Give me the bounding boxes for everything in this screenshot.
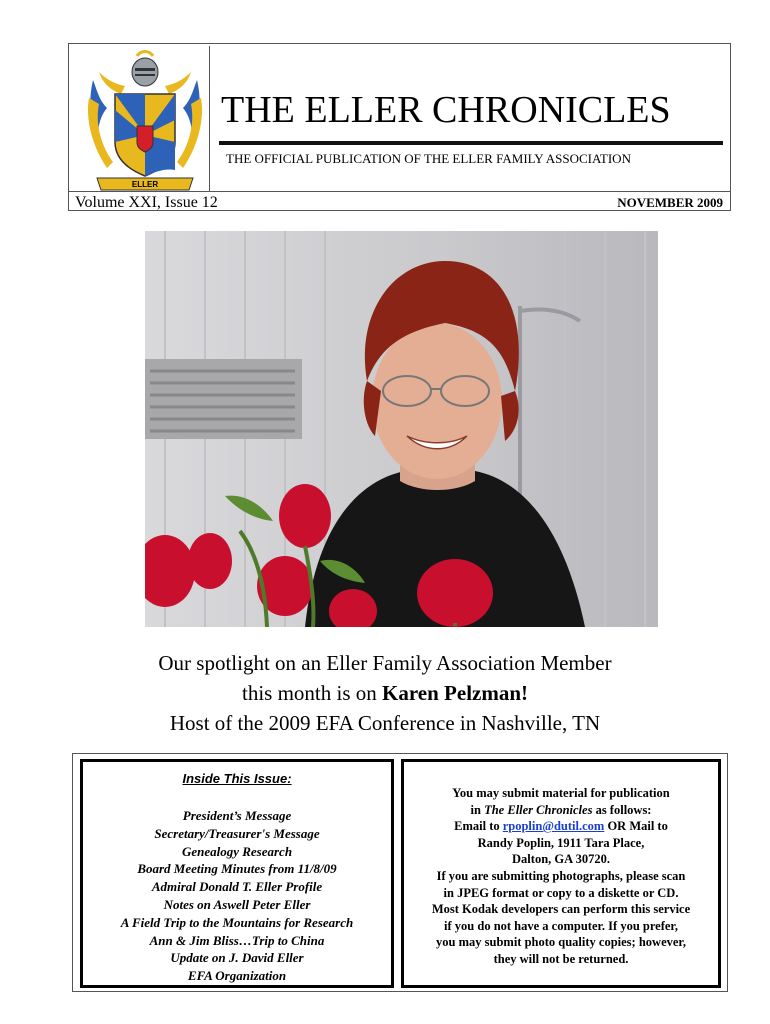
submit-line: If you are submitting photographs, please scan bbox=[436, 868, 686, 883]
toc-item: President’s Message bbox=[182, 808, 292, 823]
toc-item: Update on J. David Eller bbox=[170, 950, 304, 966]
submit-line: they will not be returned. bbox=[493, 951, 629, 966]
masthead bbox=[68, 43, 731, 211]
spotlight-member-photo bbox=[145, 231, 658, 627]
submit-line: in JPEG format or copy to a diskette or CD. bbox=[443, 885, 679, 900]
issue-date: NOVEMBER 2009 bbox=[617, 195, 723, 210]
submission-instructions bbox=[404, 785, 718, 968]
spotlight-line-3: Host of the 2009 EFA Conference in Nashville, TN bbox=[169, 711, 601, 735]
toc-item: Secretary/Treasurer's Message bbox=[154, 825, 320, 841]
toc-item: Notes on Aswell Peter Eller bbox=[163, 896, 311, 912]
submission-info-box bbox=[401, 759, 721, 988]
inside-this-issue-heading: Inside This Issue: bbox=[182, 771, 292, 786]
submit-line: if you do not have a computer. If you prefer, bbox=[444, 918, 678, 933]
submit-line: you may submit photo quality copies; however, bbox=[436, 935, 686, 950]
crest-banner-label: ELLER bbox=[131, 180, 159, 189]
newsletter-title: THE ELLER CHRONICLES bbox=[221, 89, 671, 131]
table-of-contents bbox=[83, 807, 391, 985]
submit-text: Email to bbox=[454, 819, 503, 834]
spotlight-member-name: Karen Pelzman! bbox=[382, 681, 529, 705]
submit-text: as follows: bbox=[592, 802, 652, 817]
toc-item: A Field Trip to the Mountains for Research bbox=[120, 914, 354, 930]
submit-line: You may submit material for publication bbox=[452, 786, 670, 800]
spotlight-line-1: Our spotlight on an Eller Family Association Member bbox=[158, 651, 612, 675]
submit-line: Dalton, GA 30720. bbox=[512, 852, 610, 867]
masthead-divider bbox=[69, 191, 730, 192]
title-divider bbox=[219, 141, 723, 145]
submit-text: OR Mail to bbox=[604, 819, 668, 834]
email-link[interactable]: rpoplin@dutil.com bbox=[502, 819, 605, 834]
family-crest-logo bbox=[85, 50, 205, 192]
inside-this-issue-box bbox=[80, 759, 394, 988]
publication-name: The Eller Chronicles bbox=[484, 802, 593, 817]
spotlight-line-2 bbox=[0, 678, 770, 708]
submit-line bbox=[404, 818, 718, 835]
volume-issue: Volume XXI, Issue 12 bbox=[75, 194, 218, 211]
toc-item: EFA Organization bbox=[187, 968, 287, 984]
newsletter-subtitle: THE OFFICIAL PUBLICATION OF THE ELLER FAMILY ASSOCIATION bbox=[226, 151, 631, 166]
crest-frame bbox=[77, 46, 210, 192]
submit-line: Most Kodak developers can perform this service bbox=[431, 902, 691, 917]
spotlight-caption bbox=[0, 648, 770, 738]
cover-photo bbox=[145, 231, 658, 627]
toc-item: Genealogy Research bbox=[181, 843, 293, 859]
toc-item: Board Meeting Minutes from 11/8/09 bbox=[137, 861, 337, 877]
submit-line: Randy Poplin, 1911 Tara Place, bbox=[477, 835, 645, 850]
spotlight-prefix: this month is on bbox=[241, 681, 383, 705]
submit-line bbox=[404, 802, 718, 819]
toc-item: Admiral Donald T. Eller Profile bbox=[151, 879, 323, 895]
info-boxes bbox=[72, 753, 728, 992]
submit-text: in bbox=[470, 802, 485, 817]
toc-item: Ann & Jim Bliss…Trip to China bbox=[149, 932, 325, 948]
